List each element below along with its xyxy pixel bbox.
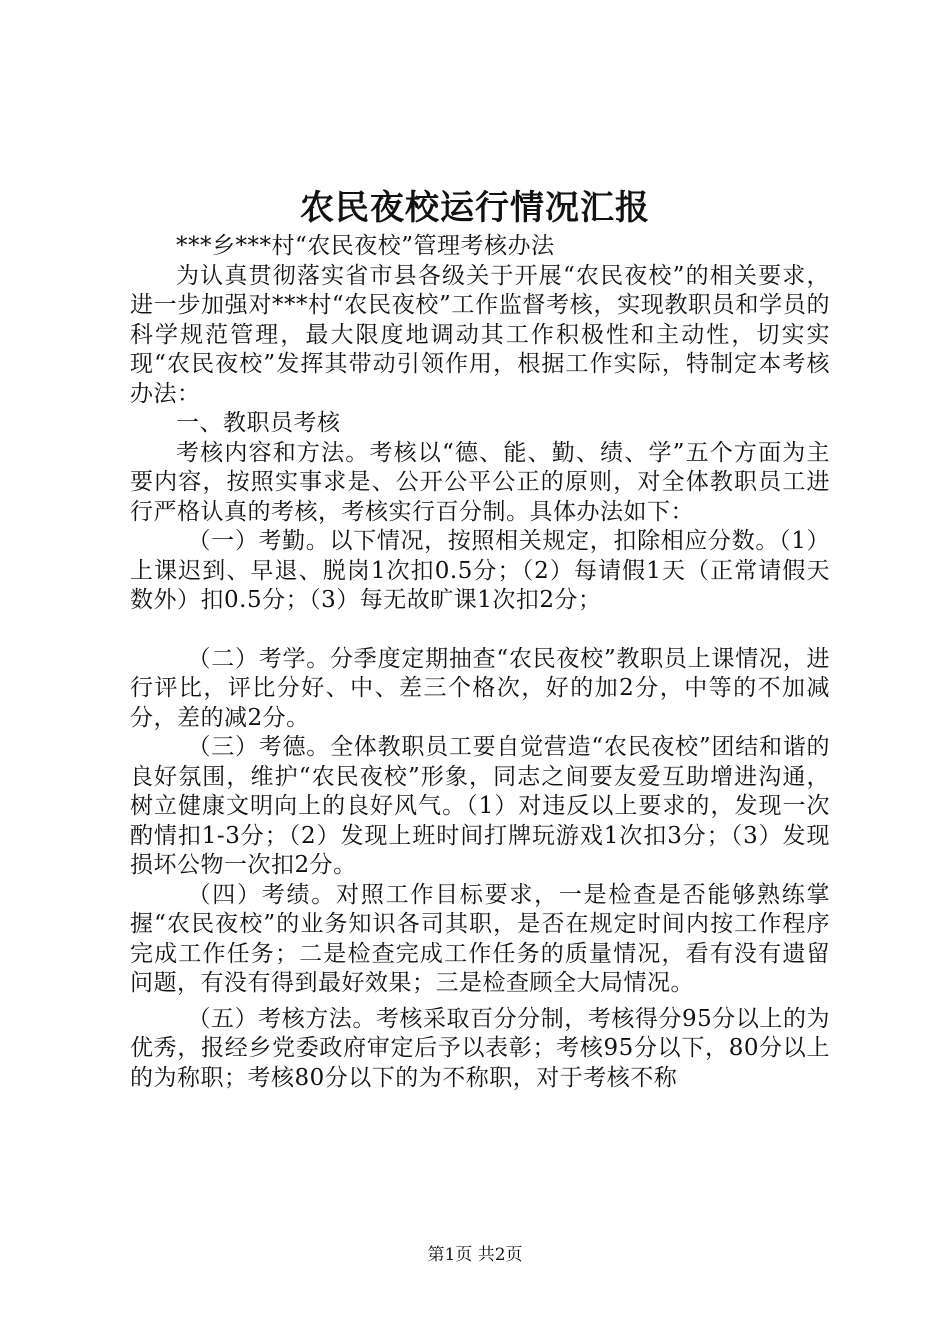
study-paragraph: （二）考学。分季度定期抽查“农民夜校”教职员上课情况，进行评比，评比分好、中、差三个格次，好的加2分，中等的不加减分，差的减2分。: [130, 645, 830, 731]
subtitle-line: ***乡***村“农民夜校”管理考核办法: [176, 233, 555, 259]
page-number: 第1页 共2页: [427, 1245, 523, 1265]
section-heading: 一、教职员考核: [176, 410, 341, 436]
performance-paragraph: （四）考绩。对照工作目标要求，一是检查是否能够熟练掌握“农民夜校”的业务知识各司其职，是否在规定时间内按工作程序完成工作任务；二是检查完成工作任务的质量情况，看有没有遗留问题，有没有得到最好效果；三是检查顾全大局情况。: [130, 881, 830, 996]
intro-paragraph: 为认真贯彻落实省市县各级关于开展“农民夜校”的相关要求，进一步加强对***村“农民夜校”工作监督考核，实现教职员和学员的科学规范管理，最大限度地调动其工作积极性和主动性，切实实现“农民夜校”发挥其带动引领作用，根据工作实际，特制定本考核办法：: [130, 262, 830, 407]
assessment-method-paragraph: 考核内容和方法。考核以“德、能、勤、绩、学”五个方面为主要内容，按照实事求是、公开公平公正的原则，对全体教职员工进行严格认真的考核，考核实行百分制。具体办法如下：: [130, 439, 830, 525]
document-title: 农民夜校运行情况汇报: [300, 188, 650, 228]
document-body: [130, 232, 830, 1093]
method-paragraph: （五）考核方法。考核采取百分分制，考核得分95分以上的为优秀，报经乡党委政府审定后予以表彰；考核95分以下，80分以上的为称职；考核80分以下的为不称职，对于考核不称: [130, 1005, 830, 1091]
ethics-paragraph: （三）考德。全体教职员工要自觉营造“农民夜校”团结和谐的良好氛围，维护“农民夜校”形象，同志之间要友爱互助增进沟通，树立健康文明向上的良好风气。（1）对违反以上要求的，发现一次酌情扣1-3分；（2）发现上班时间打牌玩游戏1次扣3分；（3）发现损坏公物一次扣2分。: [130, 734, 830, 878]
attendance-paragraph: （一）考勤。以下情况，按照相关规定，扣除相应分数。（1）上课迟到、早退、脱岗1次扣0.5分；（2）每请假1天（正常请假天数外）扣0.5分；（3）每无故旷课1次扣2分；: [130, 528, 830, 613]
